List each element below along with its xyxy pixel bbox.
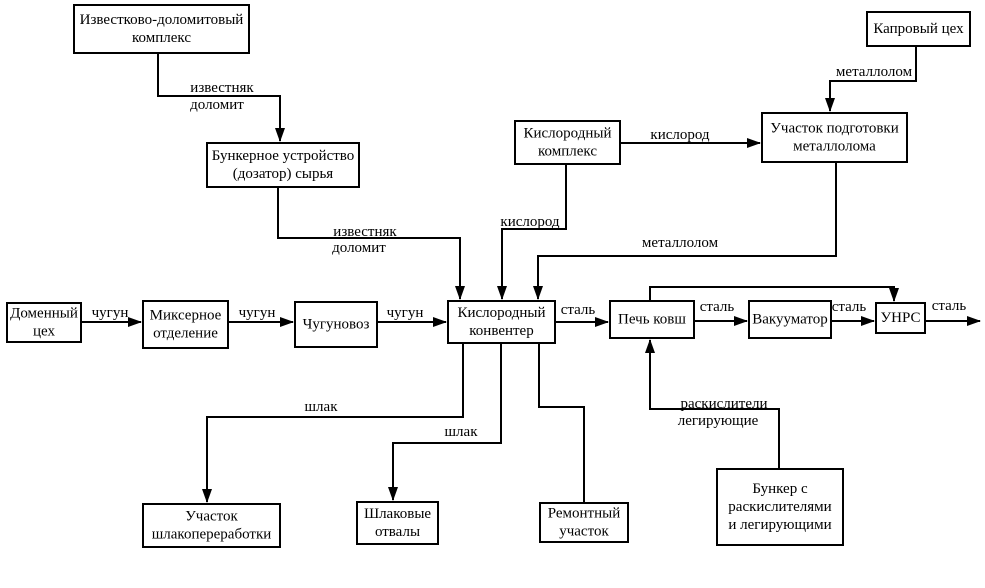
node-label-bunkernoe-ustroistvo-line-1: Бункерное устройство: [211, 148, 355, 164]
node-label-domennyi-tseh-line-1: Доменный: [10, 305, 78, 322]
node-chugunovoz: [295, 302, 377, 347]
edge-label-stal-3: сталь: [831, 299, 867, 315]
edge-kislorod-kompleks-to-konventer: [502, 164, 566, 299]
node-label-kaprovyi-tseh-line-1: Капровый цех: [873, 21, 964, 37]
edge-konventer-to-shlakovye-otvaly: [393, 343, 501, 500]
node-label-chugunovoz-line-1: Чугуновоз: [302, 316, 370, 333]
node-label-izvestkovo-dolomitovyi-kompleks-line-1: Известково-доломитовый: [79, 12, 244, 28]
edge-label-shlak-2: шлак: [444, 424, 478, 440]
edge-label-dolomit-1: доломит: [190, 97, 244, 113]
node-label-bunkernoe-ustroistvo-line-2: (дозатор) сырья: [232, 166, 334, 182]
node-label-uchastok-podgotovki-metalloloma-line-2: металлолома: [793, 138, 876, 155]
node-label-uchastok-shlakopererabotki-line-1: Участок: [185, 508, 238, 525]
edge-label-izvestnyak-2: известняк: [333, 224, 397, 240]
node-label-remontnyi-uchastok-line-1: Ремонтный: [547, 505, 621, 522]
node-label-bunker-s-raskislitelyami-line-1: Бункер с: [752, 481, 808, 497]
node-izvestkovo-dolomitovyi-kompleks: [74, 5, 249, 53]
edge-label-metallolom-top: металлолом: [835, 64, 913, 80]
node-vakuumator: [749, 301, 831, 338]
node-label-shlakovye-otvaly-line-1: Шлаковые: [363, 506, 432, 522]
node-unrs: [876, 303, 925, 333]
edge-label-stal-2: сталь: [699, 299, 735, 315]
node-kislorodnyi-kompleks: [515, 121, 620, 164]
node-uchastok-shlakopererabotki: [143, 504, 280, 547]
edge-label-raskisliteli: раскислители: [680, 396, 768, 412]
node-label-kislorodnyi-konventer-line-2: конвентер: [469, 323, 534, 339]
node-label-uchastok-podgotovki-metalloloma-line-1: Участок подготовки: [770, 120, 899, 137]
node-shlakovye-otvaly: [357, 502, 438, 544]
node-label-miksernoe-otdelenie-line-2: отделение: [153, 325, 218, 342]
edge-konventer-to-remontnyi: [539, 343, 584, 503]
edge-label-legiruyushchie: легирующие: [677, 413, 759, 429]
node-label-kislorodnyi-kompleks-line-2: комплекс: [538, 143, 597, 160]
node-remontnyi-uchastok: [540, 503, 628, 542]
node-label-domennyi-tseh-line-2: цех: [33, 323, 55, 340]
edge-label-chugun-1: чугун: [91, 305, 129, 321]
node-label-kislorodnyi-konventer-line-1: Кислородный: [457, 305, 546, 321]
node-pech-kovsh: [610, 301, 694, 338]
node-label-vakuumator-line-1: Вакууматор: [752, 311, 828, 328]
edge-konventer-to-shlakopererabotka: [207, 343, 463, 502]
edge-label-chugun-2: чугун: [238, 305, 276, 321]
node-label-remontnyi-uchastok-line-2: участок: [559, 523, 609, 540]
edge-label-stal-4: сталь: [931, 298, 967, 314]
node-label-kislorodnyi-kompleks-line-1: Кислородный: [523, 125, 612, 142]
node-label-izvestkovo-dolomitovyi-kompleks-line-2: комплекс: [132, 30, 191, 46]
node-label-bunker-s-raskislitelyami-line-2: раскислителями: [728, 499, 832, 515]
node-kislorodnyi-konventer: [448, 301, 555, 343]
node-uchastok-podgotovki-metalloloma: [762, 113, 907, 162]
edge-label-kislorod-mid: кислород: [500, 214, 560, 230]
node-label-pech-kovsh-line-1: Печь ковш: [618, 311, 686, 328]
node-kaprovyi-tseh: [867, 12, 970, 46]
node-label-miksernoe-otdelenie-line-1: Миксерное: [149, 307, 222, 324]
node-domennyi-tseh: [7, 303, 81, 342]
edge-label-izvestnyak-1: известняк: [190, 80, 254, 96]
edge-label-metallolom-mid: металлолом: [641, 235, 719, 251]
edge-label-stal-1: сталь: [560, 302, 596, 318]
node-bunkernoe-ustroistvo: [207, 143, 359, 187]
edge-label-kislorod-top: кислород: [650, 127, 710, 143]
edge-uchastok-to-konventer: [538, 162, 836, 299]
node-miksernoe-otdelenie: [143, 301, 228, 348]
node-label-bunker-s-raskislitelyami-line-3: и легирующими: [728, 517, 832, 533]
edge-label-chugun-3: чугун: [386, 305, 424, 321]
node-label-uchastok-shlakopererabotki-line-2: шлакопереработки: [151, 526, 272, 543]
edge-label-shlak-1: шлак: [304, 399, 338, 415]
node-label-unrs-line-1: УНРС: [880, 310, 921, 326]
edge-label-dolomit-2: доломит: [332, 240, 386, 256]
node-bunker-s-raskislitelyami: [717, 469, 843, 545]
node-label-shlakovye-otvaly-line-2: отвалы: [374, 524, 421, 540]
